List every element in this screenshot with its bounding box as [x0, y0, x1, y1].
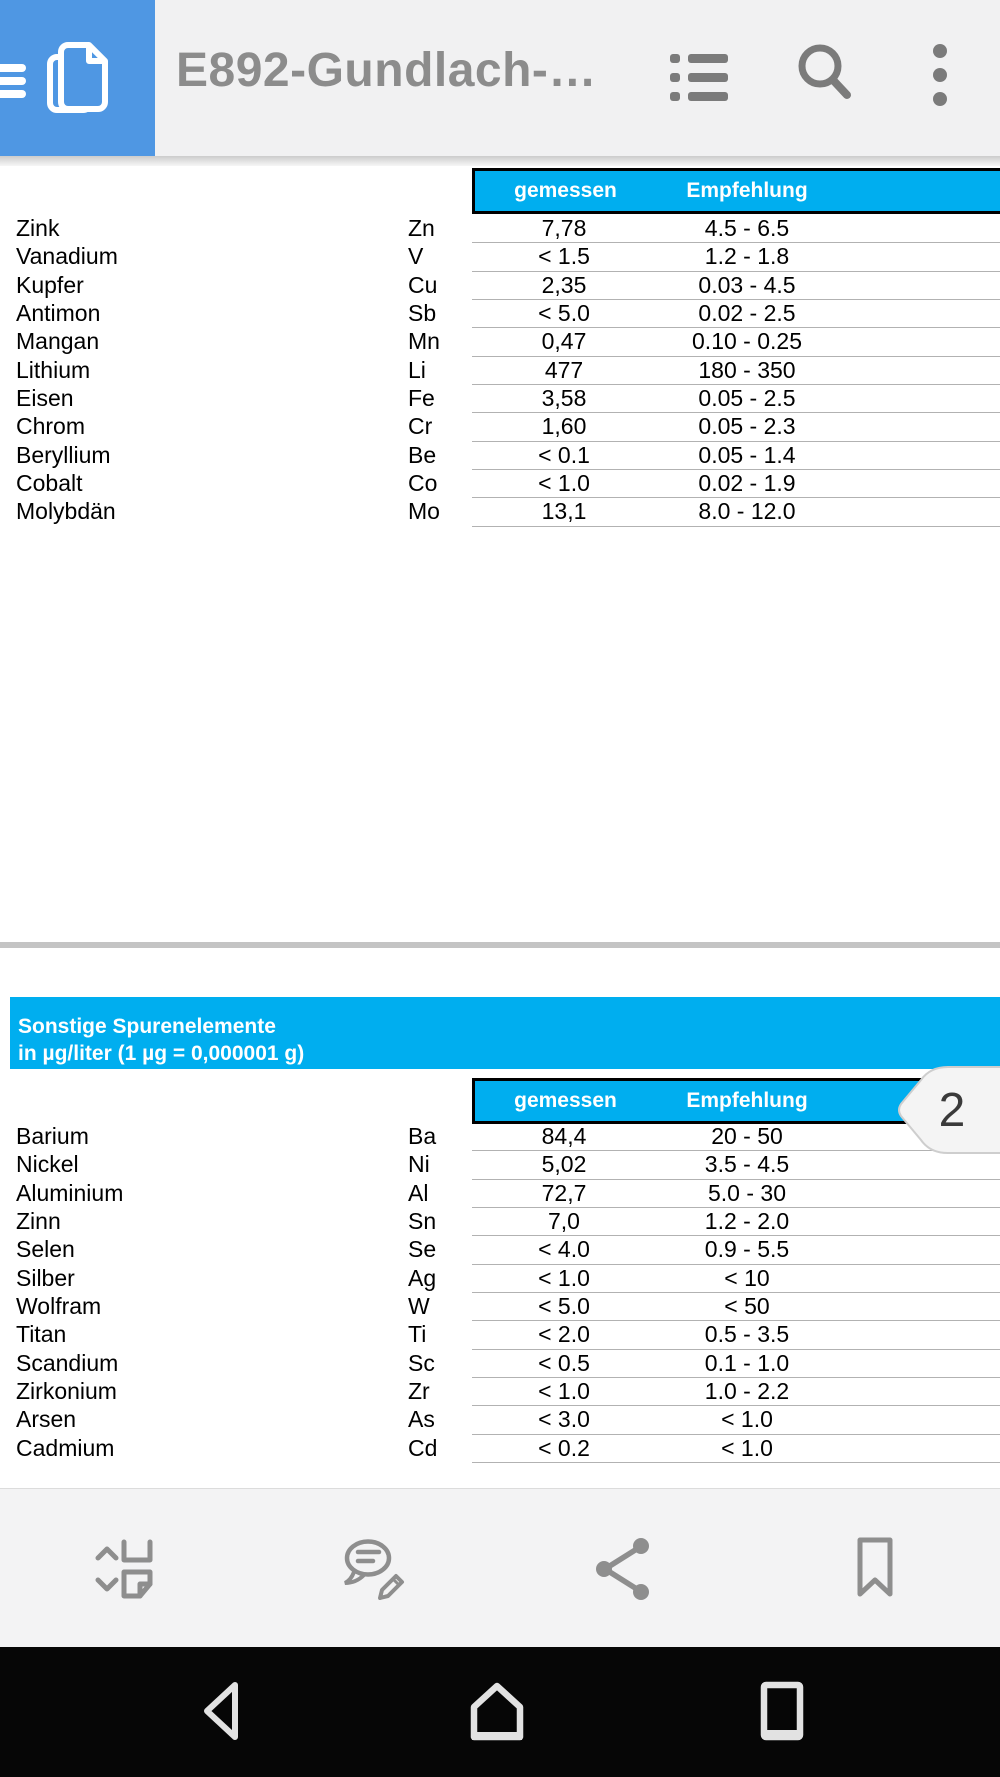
- element-values: [472, 1405, 1000, 1434]
- column-header-empfehlung: Empfehlung: [686, 179, 808, 202]
- table-row: [0, 214, 1000, 242]
- measured-value: 84,4: [541, 1123, 587, 1149]
- element-name: Lithium: [16, 356, 91, 383]
- element-table: [0, 1122, 1000, 1462]
- element-symbol: Sn: [408, 1207, 437, 1234]
- element-symbol: W: [408, 1292, 430, 1319]
- measured-value: < 0.2: [538, 1434, 590, 1461]
- page-number: 2: [938, 1084, 966, 1137]
- share-icon[interactable]: [590, 1534, 660, 1604]
- element-name: Vanadium: [16, 243, 118, 270]
- element-symbol: Be: [408, 441, 437, 468]
- element-symbol: Cr: [408, 413, 433, 440]
- element-values: [472, 1235, 1000, 1264]
- element-name: Zink: [16, 215, 60, 241]
- measured-value: < 5.0: [538, 299, 590, 326]
- element-values: [472, 497, 1000, 526]
- recommended-value: < 1.0: [721, 1434, 773, 1461]
- bookmark-icon[interactable]: [840, 1534, 910, 1604]
- bottom-toolbar: [0, 1488, 1000, 1648]
- page-number-bubble[interactable]: [888, 1064, 1000, 1156]
- measured-value: 0,47: [541, 328, 587, 355]
- element-name: Cadmium: [16, 1434, 115, 1461]
- element-symbol: Li: [408, 356, 426, 383]
- element-symbol: Se: [408, 1236, 437, 1263]
- element-values: [472, 242, 1000, 271]
- table-row: [0, 356, 1000, 384]
- element-symbol: Mo: [408, 498, 440, 525]
- recommended-value: 1.2 - 1.8: [704, 243, 790, 270]
- measured-value: < 1.0: [538, 1377, 590, 1404]
- element-symbol: As: [408, 1406, 435, 1433]
- element-name: Eisen: [16, 384, 74, 411]
- element-values: [472, 214, 1000, 243]
- recommended-value: 4.5 - 6.5: [704, 215, 790, 241]
- measured-value: 3,58: [541, 384, 587, 411]
- recommended-value: 3.5 - 4.5: [704, 1151, 790, 1178]
- column-header-empfehlung: Empfehlung: [686, 1089, 808, 1112]
- element-table: [0, 214, 1000, 526]
- measured-value: 72,7: [541, 1179, 587, 1206]
- element-symbol: Co: [408, 469, 438, 496]
- element-values: [472, 1434, 1000, 1463]
- table-row: [0, 384, 1000, 412]
- recommended-value: < 50: [724, 1292, 770, 1319]
- element-symbol: Ag: [408, 1264, 437, 1291]
- element-symbol: Ni: [408, 1151, 430, 1178]
- pages-icon: [45, 40, 115, 116]
- element-name: Mangan: [16, 328, 100, 355]
- banner-line-2: in µg/liter (1 µg = 0,000001 g): [18, 1042, 305, 1065]
- recommended-value: < 10: [724, 1264, 770, 1291]
- element-symbol: Cd: [408, 1434, 438, 1461]
- measured-value: 13,1: [541, 498, 587, 525]
- element-name: Silber: [16, 1264, 75, 1291]
- recommended-value: < 1.0: [721, 1406, 773, 1433]
- table-row: [0, 497, 1000, 525]
- element-name: Selen: [16, 1236, 75, 1263]
- recommended-value: 8.0 - 12.0: [698, 498, 796, 525]
- element-symbol: Sc: [408, 1349, 435, 1376]
- element-symbol: Zn: [408, 215, 435, 241]
- recommended-value: 0.1 - 1.0: [704, 1349, 790, 1376]
- menu-icon[interactable]: [0, 0, 44, 156]
- element-values: [472, 1207, 1000, 1236]
- recommended-value: 0.5 - 3.5: [704, 1321, 790, 1348]
- element-name: Beryllium: [16, 441, 111, 468]
- element-name: Molybdän: [16, 498, 116, 525]
- recents-icon[interactable]: [750, 1679, 814, 1743]
- measured-value: < 1.0: [538, 1264, 590, 1291]
- recommended-value: 1.2 - 2.0: [704, 1207, 790, 1234]
- element-values: [472, 469, 1000, 498]
- overflow-menu-icon[interactable]: [932, 40, 948, 110]
- element-symbol: Mn: [408, 328, 440, 355]
- table-row: [0, 1179, 1000, 1207]
- element-name: Zirkonium: [16, 1377, 117, 1404]
- table-row: [0, 412, 1000, 440]
- document-title: E892-Gundlach-…: [176, 44, 597, 97]
- element-symbol: V: [408, 243, 424, 270]
- element-symbol: Al: [408, 1179, 429, 1206]
- annotate-icon[interactable]: [340, 1534, 410, 1604]
- element-values: [472, 1292, 1000, 1321]
- measured-value: 7,0: [548, 1207, 580, 1234]
- measured-value: < 4.0: [538, 1236, 590, 1263]
- android-nav-bar: [0, 1647, 1000, 1777]
- view-mode-icon[interactable]: [90, 1534, 160, 1604]
- element-values: [472, 299, 1000, 328]
- element-name: Antimon: [16, 299, 101, 326]
- recommended-value: 180 - 350: [698, 356, 796, 383]
- recommended-value: 0.9 - 5.5: [704, 1236, 790, 1263]
- table-row: [0, 1207, 1000, 1235]
- measured-value: 477: [544, 356, 584, 383]
- table-row: [0, 327, 1000, 355]
- element-name: Chrom: [16, 413, 86, 440]
- element-symbol: Zr: [408, 1377, 430, 1404]
- measured-value: 1,60: [541, 413, 587, 440]
- measured-value: < 2.0: [538, 1321, 590, 1348]
- element-values: [472, 1179, 1000, 1208]
- table-row: [0, 441, 1000, 469]
- home-icon[interactable]: [465, 1679, 529, 1743]
- recommended-value: 0.02 - 1.9: [698, 469, 796, 496]
- search-icon[interactable]: [790, 38, 862, 110]
- element-name: Arsen: [16, 1406, 77, 1433]
- table-row: [0, 242, 1000, 270]
- measured-value: < 0.1: [538, 441, 590, 468]
- element-symbol: Cu: [408, 271, 438, 298]
- table-row: [0, 1405, 1000, 1433]
- document-tab[interactable]: [0, 0, 155, 156]
- element-name: Barium: [16, 1123, 89, 1149]
- element-name: Kupfer: [16, 271, 84, 298]
- table-header: [472, 168, 1000, 214]
- recommended-value: 0.05 - 2.5: [698, 384, 796, 411]
- element-name: Nickel: [16, 1151, 79, 1178]
- element-name: Zinn: [16, 1207, 61, 1234]
- element-values: [472, 1264, 1000, 1293]
- measured-value: 5,02: [541, 1151, 587, 1178]
- measured-value: < 0.5: [538, 1349, 590, 1376]
- table-row: [0, 271, 1000, 299]
- table-row: [0, 1122, 1000, 1150]
- column-header-gemessen: gemessen: [514, 179, 617, 202]
- back-icon[interactable]: [193, 1679, 257, 1743]
- outline-list-icon[interactable]: [656, 48, 746, 108]
- element-symbol: Ba: [408, 1123, 437, 1149]
- table-row: [0, 1292, 1000, 1320]
- table-row: [0, 1434, 1000, 1462]
- element-name: Cobalt: [16, 469, 83, 496]
- table-row: [0, 469, 1000, 497]
- table-row: [0, 1349, 1000, 1377]
- element-values: [472, 412, 1000, 441]
- recommended-value: 0.05 - 2.3: [698, 413, 796, 440]
- recommended-value: 0.10 - 0.25: [692, 328, 802, 355]
- column-header-gemessen: gemessen: [514, 1089, 617, 1112]
- recommended-value: 0.03 - 4.5: [698, 271, 796, 298]
- element-values: [472, 1377, 1000, 1406]
- table-row: [0, 1320, 1000, 1348]
- element-values: [472, 271, 1000, 300]
- table-row: [0, 299, 1000, 327]
- element-name: Wolfram: [16, 1292, 102, 1319]
- element-values: [472, 441, 1000, 470]
- element-values: [472, 327, 1000, 356]
- app-bar: [0, 0, 1000, 156]
- measured-value: 2,35: [541, 271, 587, 298]
- element-name: Aluminium: [16, 1179, 124, 1206]
- table-row: [0, 1264, 1000, 1292]
- section-banner: [10, 997, 1000, 1069]
- measured-value: < 5.0: [538, 1292, 590, 1319]
- element-symbol: Sb: [408, 299, 437, 326]
- pdf-page-1: [0, 166, 1000, 942]
- element-values: [472, 1320, 1000, 1349]
- measured-value: < 1.5: [538, 243, 590, 270]
- recommended-value: 0.02 - 2.5: [698, 299, 796, 326]
- table-row: [0, 1377, 1000, 1405]
- element-symbol: Fe: [408, 384, 435, 411]
- banner-line-1: Sonstige Spurenelemente: [18, 1015, 276, 1038]
- recommended-value: 20 - 50: [711, 1123, 783, 1149]
- measured-value: < 1.0: [538, 469, 590, 496]
- recommended-value: 1.0 - 2.2: [704, 1377, 790, 1404]
- measured-value: 7,78: [541, 215, 587, 241]
- element-name: Scandium: [16, 1349, 119, 1376]
- element-symbol: Ti: [408, 1321, 427, 1348]
- table-row: [0, 1150, 1000, 1178]
- recommended-value: 5.0 - 30: [708, 1179, 786, 1206]
- element-values: [472, 384, 1000, 413]
- element-name: Titan: [16, 1321, 67, 1348]
- recommended-value: 0.05 - 1.4: [698, 441, 796, 468]
- pdf-page-2: [0, 948, 1000, 1483]
- measured-value: < 3.0: [538, 1406, 590, 1433]
- table-row: [0, 1235, 1000, 1263]
- element-values: [472, 356, 1000, 385]
- element-values: [472, 1349, 1000, 1378]
